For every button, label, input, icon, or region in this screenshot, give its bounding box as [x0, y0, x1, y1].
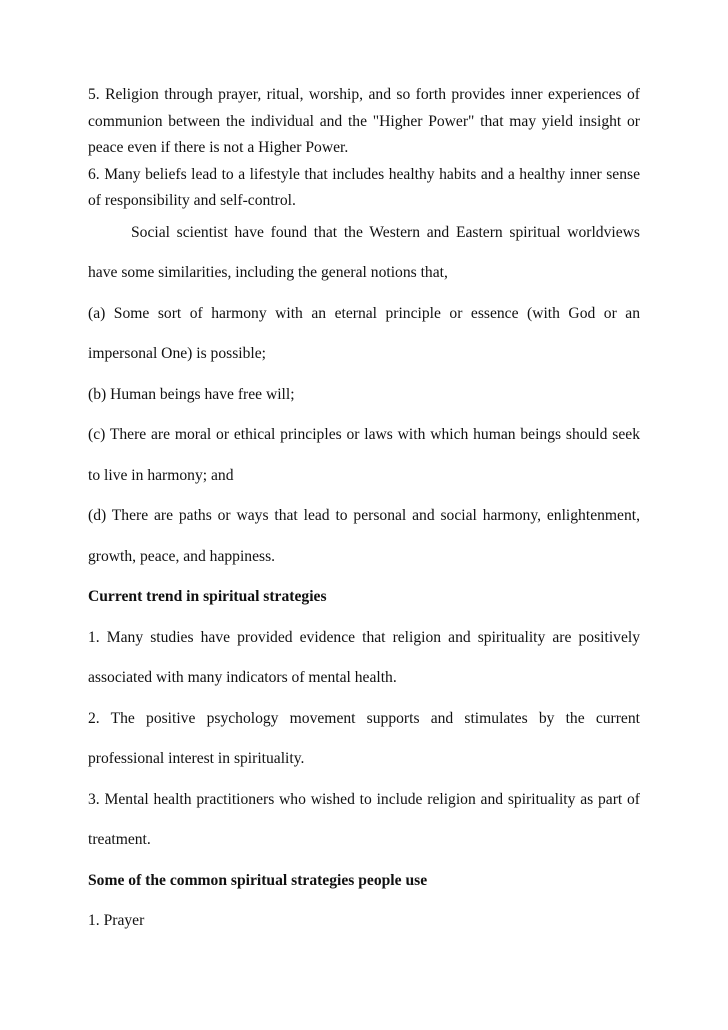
strategy-item-1: 1. Prayer [88, 912, 145, 929]
trend-item-3: 3. Mental health practitioners who wished to include religion and spirituality as part of treatment. [88, 790, 640, 848]
paragraph-social-scientists: Social scientist have found that the Western and Eastern spiritual worldviews have some similarities, including the general notions that, [88, 223, 640, 281]
trend-item-1: 1. Many studies have provided evidence that religion and spirituality are positively associated with many indicators of mental health. [88, 628, 640, 686]
list-item-d: (d) There are paths or ways that lead to personal and social harmony, enlightenment, growth, peace, and happiness. [88, 507, 640, 565]
heading-current-trend: Current trend in spiritual strategies [88, 588, 327, 605]
list-item-c: (c) There are moral or ethical principles or laws with which human beings should seek to live in harmony; and [88, 426, 640, 484]
list-item-a: (a) Some sort of harmony with an eternal principle or essence (with God or an impersonal One) is possible; [88, 304, 640, 362]
list-item-b: (b) Human beings have free will; [88, 385, 295, 403]
paragraph-item-5: 5. Religion through prayer, ritual, worship, and so forth provides inner experiences of communion between the individual and the "Higher Power" that may yield insight or peace even if there is not a Higher Power. [88, 86, 640, 156]
document-body [88, 82, 640, 942]
heading-common-strategies: Some of the common spiritual strategies people use [88, 871, 428, 889]
trend-item-2: 2. The positive psychology movement supports and stimulates by the current professional interest in spirituality. [88, 709, 640, 767]
paragraph-item-6: 6. Many beliefs lead to a lifestyle that includes healthy habits and a healthy inner sense of responsibility and self-control. [88, 165, 640, 209]
